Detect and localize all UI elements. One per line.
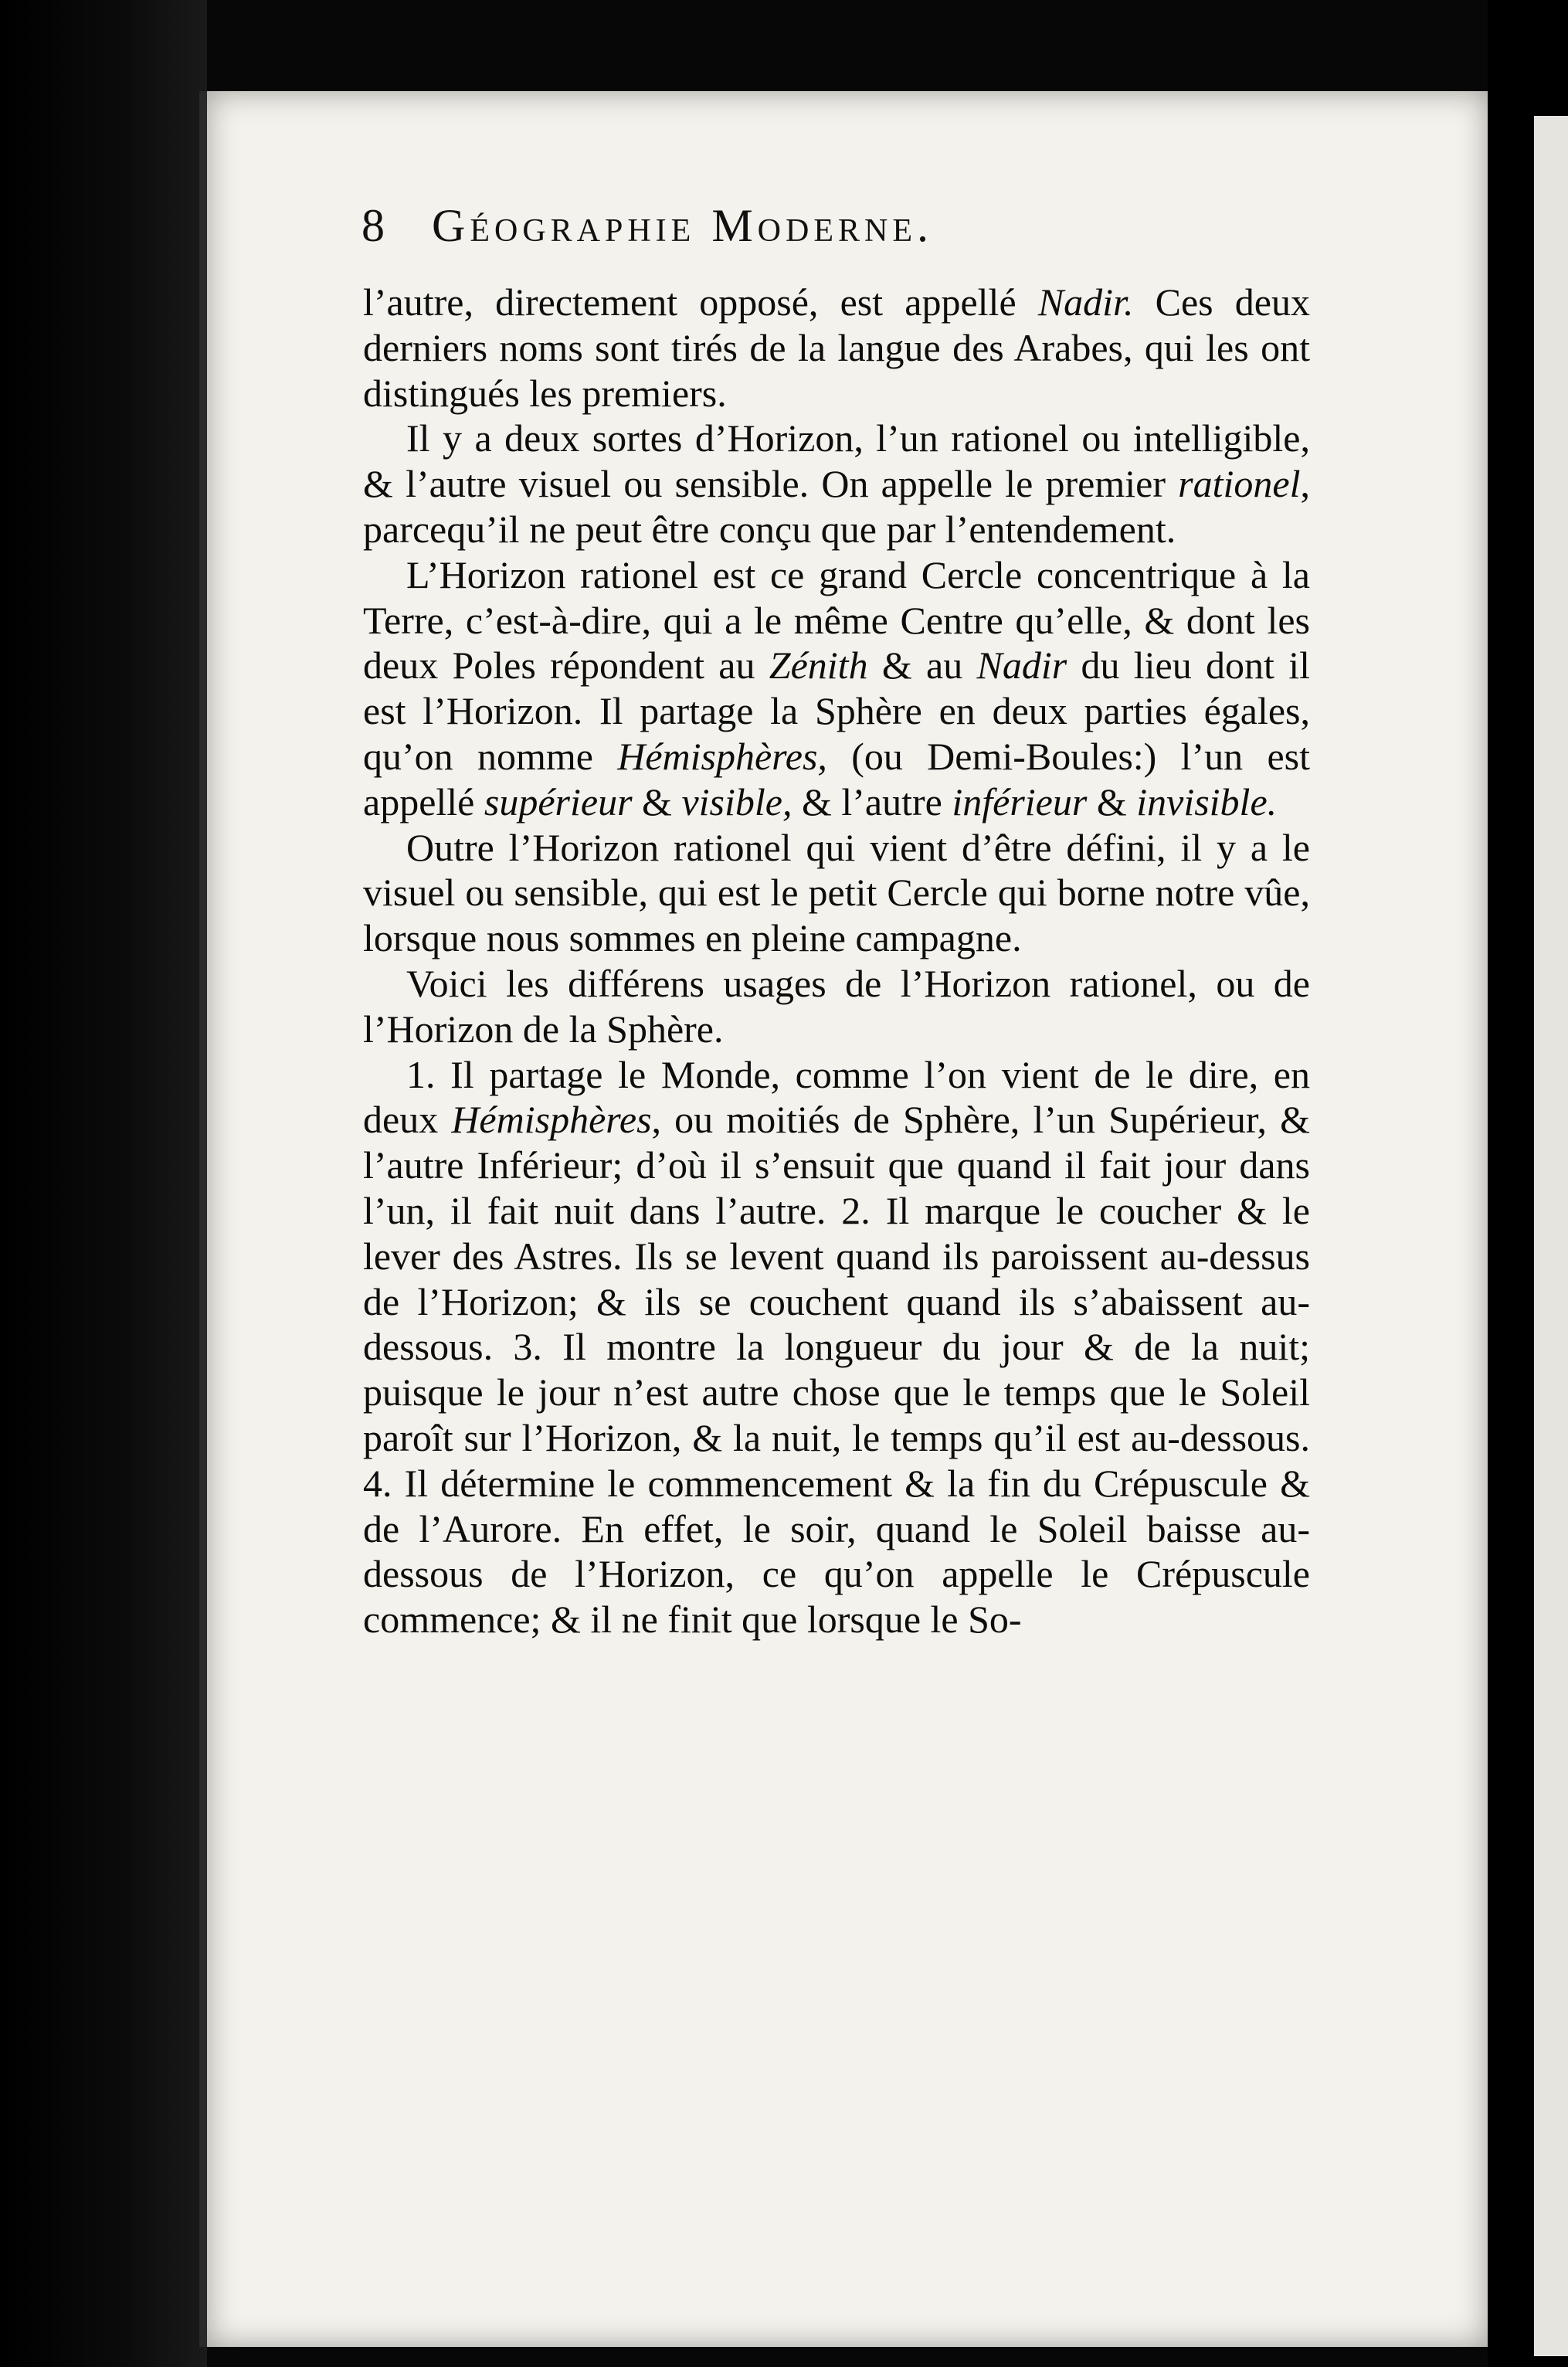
running-title: Géographie Moderne.: [432, 200, 933, 251]
text-run: 1. Il partage le Monde, comme l’on vient de le dire, en deux: [363, 1052, 1310, 1142]
text-run: & l’autre: [792, 779, 952, 824]
text-run: , parcequ’il ne peut être conçu que par l’entendement.: [363, 462, 1310, 551]
left-gutter: [0, 0, 207, 2367]
running-head: [361, 199, 1327, 253]
italic-text: Hémisphères: [451, 1098, 652, 1142]
text-run: L’Horizon rationel est ce grand Cercle concentrique à la Terre, c’est-à-dire, qui a le même Centre qu’elle, & dont les deux Poles répondent au: [363, 552, 1310, 688]
italic-text: supérieur: [484, 779, 633, 824]
italic-text: inférieur: [952, 779, 1088, 824]
facing-page-edge: [1534, 116, 1568, 2356]
italic-text: invisible.: [1136, 779, 1278, 824]
paragraph: [363, 825, 1310, 961]
text-run: Outre l’Horizon rationel qui vient d’être défini, il y a le visuel ou sensible, qui est le petit Cercle qui borne notre vûe, lorsque nous sommes en pleine campagne.: [363, 825, 1310, 960]
text-run: du lieu dont il est l’Horizon. Il partage la Sphère en deux parties égales, qu’on nomme: [363, 644, 1310, 778]
paragraph: [363, 1052, 1310, 1642]
body-text: [363, 280, 1310, 1642]
text-run: , ou moitiés de Sphère, l’un Supérieur, & l’autre Inférieur; d’où il s’ensuit que quand il fait jour dans l’un, il fait nuit dans l’autre. 2. Il marque le coucher & le lever des Astres. Ils se levent quand ils paroissent au-dessus de l’Horizon; & ils se couchent quand ils s’abaissent au-dessous. 3. Il montre la longueur du jour & de la nuit; puisque le jour n’est autre chose que le temps que le Soleil paroît sur l’Horizon, & la nuit, le temps qu’il est au-dessous. 4. Il détermine le commencement & la fin du Crépuscule & de l’Aurore. En effet, le soir, quand le Soleil baisse au-dessous de l’Horizon, ce qu’on appelle le Crépuscule commence; & il ne finit que lorsque le So-: [363, 1098, 1310, 1642]
italic-text: Hémisphères,: [617, 734, 827, 778]
page-number: 8: [361, 200, 387, 251]
italic-text: visible,: [681, 779, 792, 824]
italic-text: rationel: [1178, 462, 1301, 506]
italic-text: Nadir: [976, 644, 1067, 688]
text-run: Voici les différens usages de l’Horizon rationel, ou de l’Horizon de la Sphère.: [363, 961, 1310, 1051]
italic-text: Zénith: [769, 644, 868, 688]
paragraph: [363, 280, 1310, 416]
text-run: (ou Demi-Boules:) l’un est appellé: [363, 734, 1310, 824]
text-run: l’autre, directement opposé, est appellé: [363, 280, 1038, 324]
text-run: &: [632, 779, 682, 824]
text-run: Ces deux derniers noms sont tirés de la langue des Arabes, qui les ont distingués les premiers.: [363, 280, 1310, 415]
paragraph: [363, 416, 1310, 552]
text-run: Il y a deux sortes d’Horizon, l’un rationel ou intelligible, & l’autre visuel ou sensible. On appelle le premier: [363, 416, 1310, 506]
italic-text: Nadir.: [1037, 280, 1134, 324]
paragraph: [363, 961, 1310, 1052]
text-run: &: [1087, 779, 1137, 824]
text-run: & au: [867, 644, 977, 688]
paragraph: [363, 552, 1310, 825]
